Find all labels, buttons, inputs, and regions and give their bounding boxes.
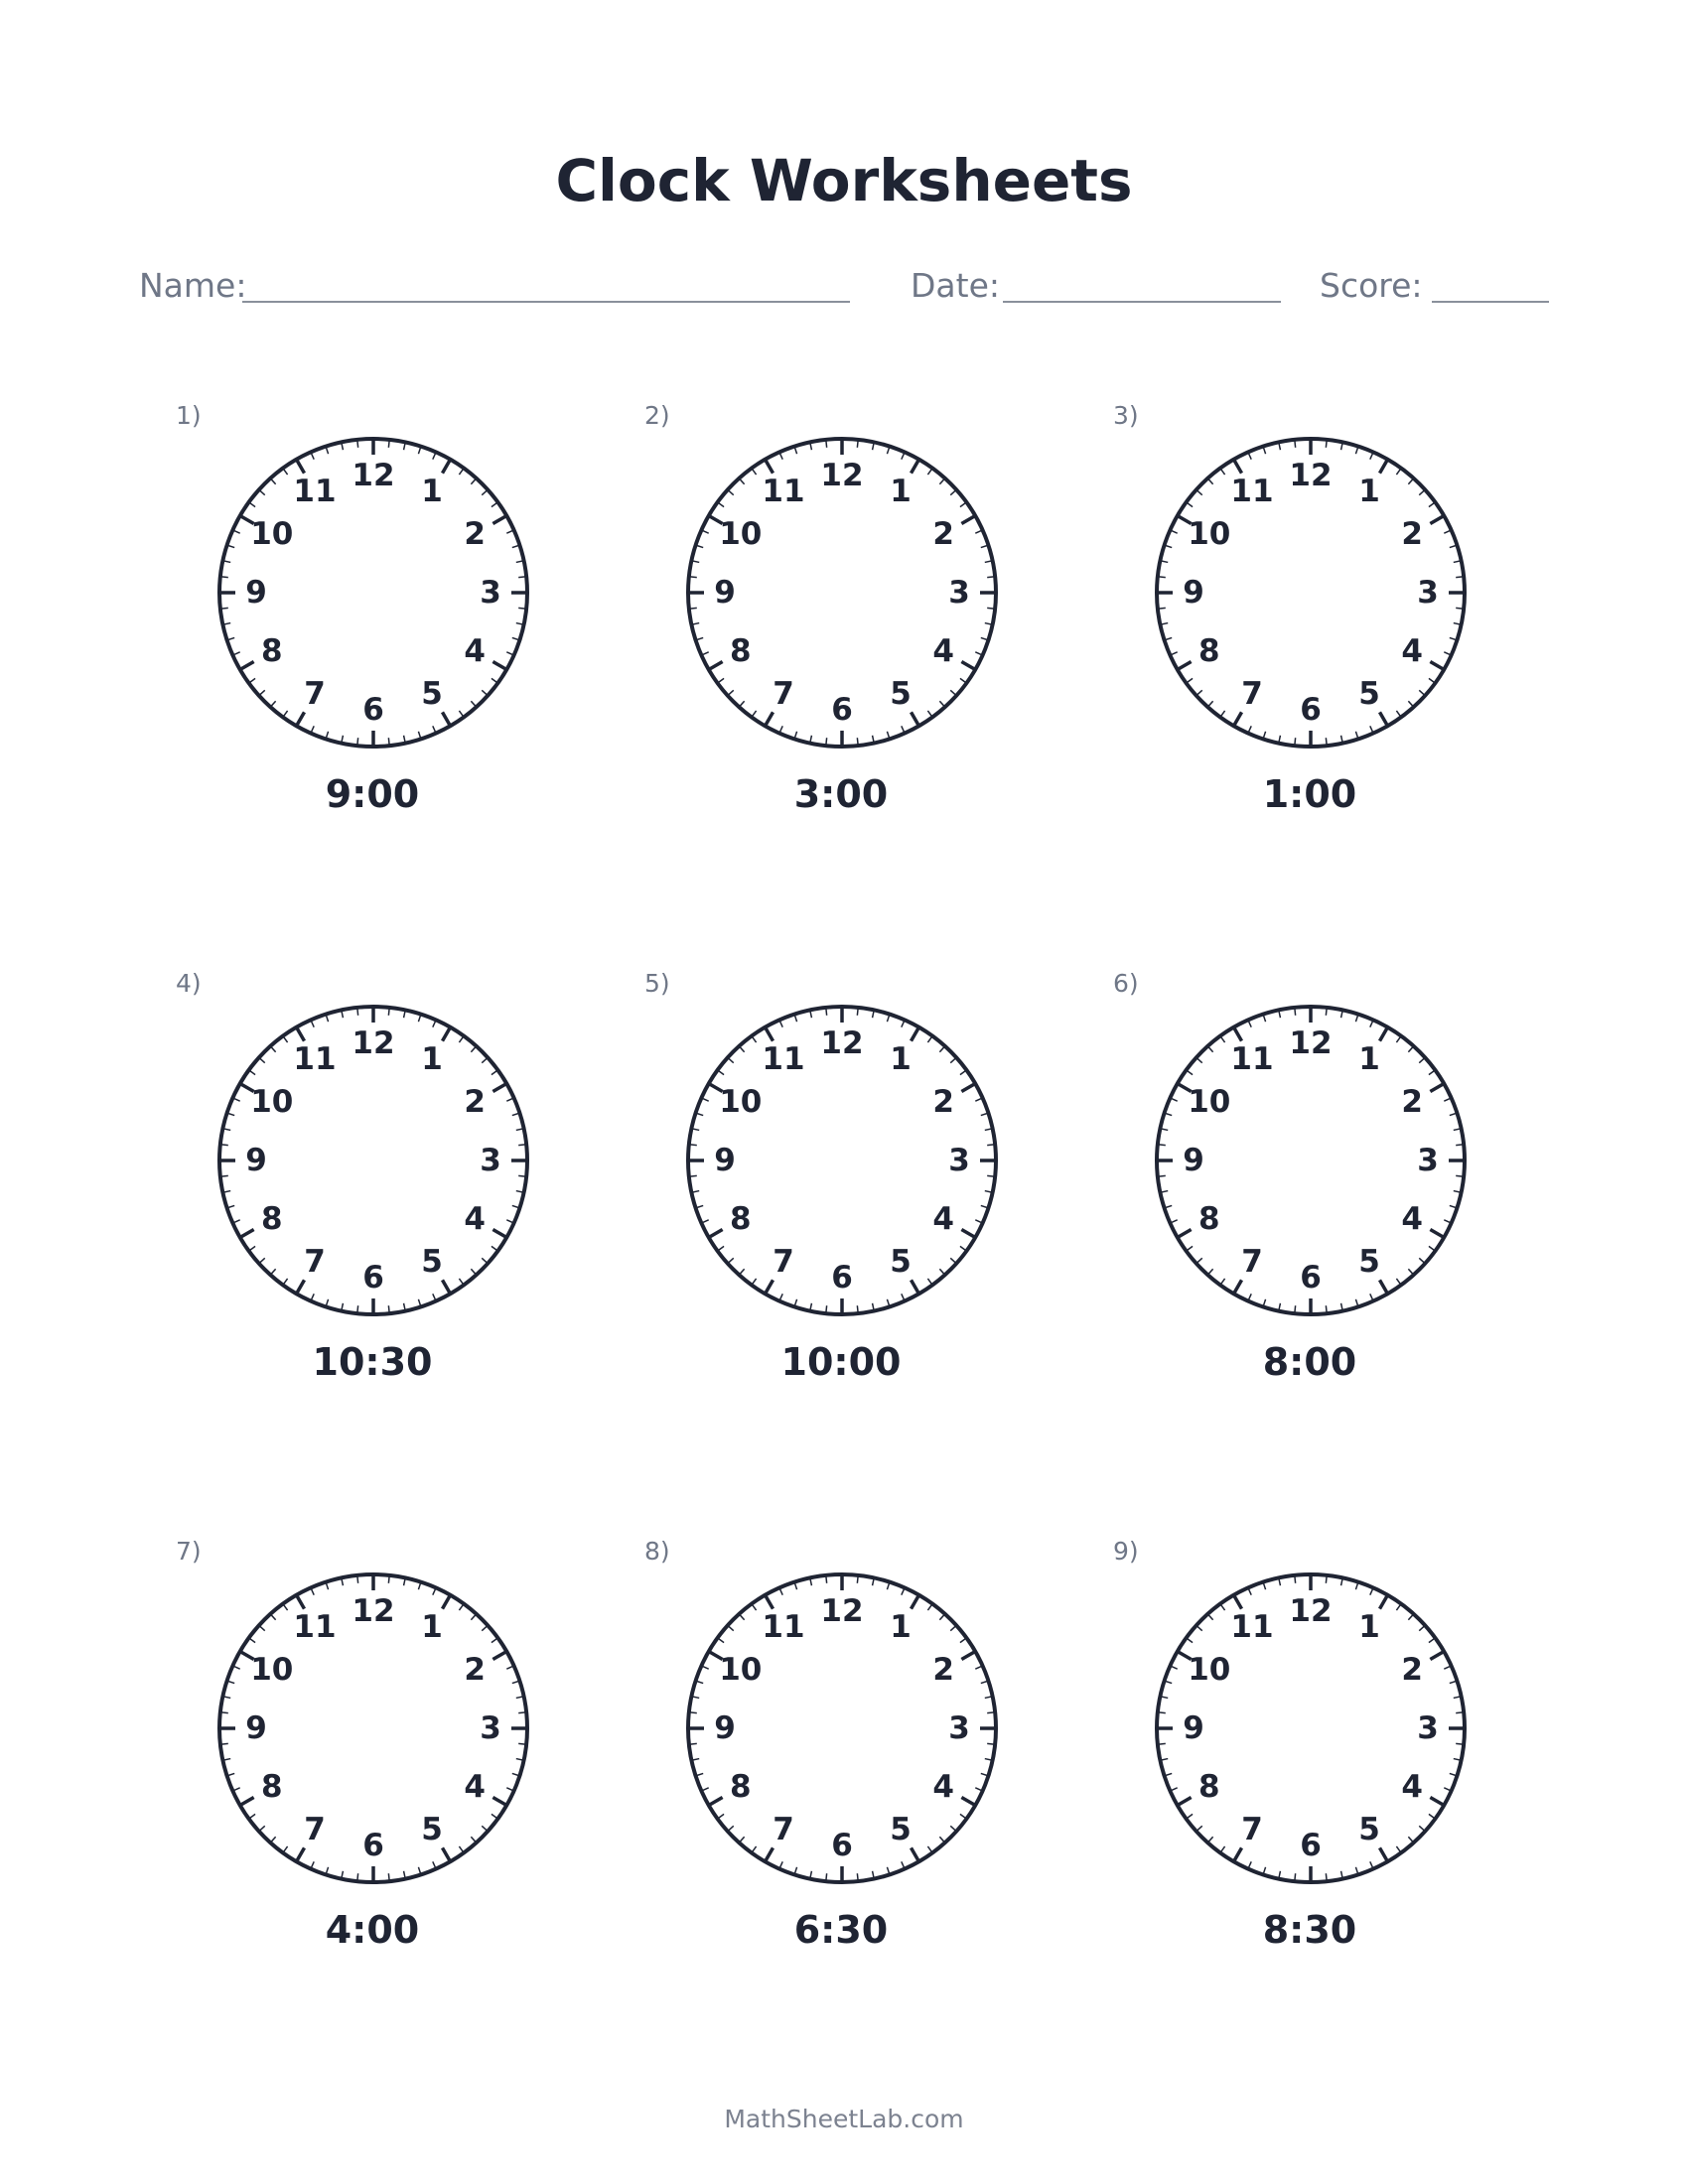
clock-number: 1	[890, 473, 912, 509]
minute-tick	[1326, 1008, 1327, 1016]
clock-number: 2	[1401, 1084, 1423, 1120]
minute-tick	[1295, 440, 1296, 448]
clock-number: 11	[293, 1040, 337, 1077]
clock-number: 2	[932, 516, 954, 552]
minute-tick	[1326, 1575, 1327, 1583]
minute-tick	[357, 1008, 358, 1016]
clock-number: 4	[932, 1201, 954, 1237]
clock-number: 3	[1417, 575, 1439, 611]
clock-number: 1	[890, 1608, 912, 1645]
minute-tick	[518, 1743, 526, 1744]
clock-number: 9	[714, 1710, 736, 1746]
minute-tick	[357, 1873, 358, 1881]
clock-number: 1	[1358, 1608, 1380, 1645]
minute-tick	[388, 738, 389, 746]
clock-face[interactable]	[214, 1570, 532, 1887]
clock-number: 6	[1300, 1828, 1322, 1863]
problem-number: 8)	[644, 1537, 670, 1566]
score-field[interactable]	[1432, 301, 1549, 303]
clock-number: 4	[1401, 1769, 1423, 1805]
clock-problem	[139, 1533, 606, 1979]
clock-number: 6	[831, 1260, 853, 1296]
clock-number: 3	[480, 575, 501, 611]
clock-number: 12	[1289, 458, 1333, 493]
minute-tick	[1456, 1145, 1464, 1146]
minute-tick	[826, 1008, 827, 1016]
clock-number: 2	[1401, 1652, 1423, 1688]
clock-number: 5	[1358, 676, 1380, 713]
minute-tick	[987, 1145, 995, 1146]
clock-number: 5	[421, 676, 443, 713]
clock-number: 3	[1417, 1143, 1439, 1178]
page-title: Clock Worksheets	[555, 147, 1133, 214]
clock-number: 6	[1300, 1260, 1322, 1296]
clock-number: 4	[464, 1201, 486, 1237]
clock-number: 11	[1230, 1040, 1274, 1077]
minute-tick	[1326, 440, 1327, 448]
clock-number: 10	[1188, 1652, 1231, 1688]
clock-number: 1	[1358, 1040, 1380, 1077]
clock-number: 7	[773, 1812, 794, 1848]
clock-number: 2	[464, 516, 486, 552]
clock-number: 11	[762, 473, 805, 509]
minute-tick	[689, 608, 697, 609]
clock-number: 7	[1241, 1812, 1263, 1848]
clock-problem	[1076, 965, 1543, 1412]
minute-tick	[388, 1575, 389, 1583]
clock-number: 6	[831, 1828, 853, 1863]
clock-number: 10	[250, 1084, 294, 1120]
minute-tick	[357, 1575, 358, 1583]
minute-tick	[857, 738, 858, 746]
clock-number: 11	[1230, 1608, 1274, 1645]
clock-number: 6	[362, 1260, 384, 1296]
clock-number: 11	[293, 473, 337, 509]
time-label: 1:00	[1262, 772, 1357, 816]
minute-tick	[357, 738, 358, 746]
clock-number: 9	[714, 575, 736, 611]
problem-number: 2)	[644, 401, 670, 430]
problem-number: 7)	[176, 1537, 202, 1566]
clock-number: 8	[730, 1769, 752, 1805]
clock-number: 12	[820, 458, 864, 493]
minute-tick	[1295, 1008, 1296, 1016]
minute-tick	[689, 1743, 697, 1744]
clock-number: 10	[250, 1652, 294, 1688]
time-label: 6:30	[793, 1908, 889, 1952]
minute-tick	[689, 1175, 697, 1176]
clock-face[interactable]	[214, 434, 532, 751]
minute-tick	[220, 577, 228, 578]
clock-number: 5	[890, 676, 912, 713]
clock-number: 5	[1358, 1812, 1380, 1848]
clock-number: 5	[890, 1812, 912, 1848]
minute-tick	[857, 1008, 858, 1016]
clock-number: 12	[820, 1593, 864, 1629]
clock-number: 3	[948, 575, 970, 611]
minute-tick	[1295, 1575, 1296, 1583]
clock-number: 6	[362, 692, 384, 728]
clock-number: 5	[1358, 1244, 1380, 1281]
clock-number: 2	[464, 1652, 486, 1688]
clock-number: 12	[820, 1025, 864, 1061]
minute-tick	[1295, 1873, 1296, 1881]
clock-problem	[1076, 1533, 1543, 1979]
clock-number: 11	[1230, 473, 1274, 509]
clock-problem	[608, 965, 1074, 1412]
clock-number: 3	[1417, 1710, 1439, 1746]
clock-number: 3	[480, 1143, 501, 1178]
clock-face[interactable]	[214, 1002, 532, 1319]
clock-number: 8	[1198, 1201, 1220, 1237]
clock-number: 7	[773, 676, 794, 713]
minute-tick	[1158, 577, 1166, 578]
minute-tick	[1158, 1743, 1166, 1744]
clock-number: 9	[1183, 575, 1204, 611]
clock-number: 9	[1183, 1710, 1204, 1746]
minute-tick	[518, 577, 526, 578]
minute-tick	[1295, 1305, 1296, 1313]
clock-number: 11	[293, 1608, 337, 1645]
clock-number: 12	[1289, 1025, 1333, 1061]
clock-number: 4	[932, 633, 954, 669]
minute-tick	[826, 1873, 827, 1881]
minute-tick	[357, 440, 358, 448]
clock-number: 7	[1241, 1244, 1263, 1281]
clock-number: 1	[421, 1608, 443, 1645]
clock-face[interactable]	[683, 1002, 1001, 1319]
clock-number: 8	[730, 633, 752, 669]
clock-number: 1	[421, 473, 443, 509]
clock-number: 4	[932, 1769, 954, 1805]
minute-tick	[1456, 1743, 1464, 1744]
clock-number: 10	[250, 516, 294, 552]
minute-tick	[826, 1305, 827, 1313]
problem-number: 1)	[176, 401, 202, 430]
clock-number: 2	[1401, 516, 1423, 552]
clock-number: 9	[245, 575, 267, 611]
clock-number: 10	[719, 1084, 763, 1120]
minute-tick	[357, 1305, 358, 1313]
clock-problem	[608, 397, 1074, 844]
minute-tick	[518, 1712, 526, 1713]
minute-tick	[857, 1575, 858, 1583]
clock-number: 2	[932, 1652, 954, 1688]
clock-number: 4	[1401, 1201, 1423, 1237]
clock-number: 10	[719, 516, 763, 552]
clock-problem	[139, 397, 606, 844]
problem-number: 6)	[1113, 969, 1139, 998]
clock-number: 6	[362, 1828, 384, 1863]
clock-number: 12	[1289, 1593, 1333, 1629]
minute-tick	[220, 1743, 228, 1744]
clock-number: 12	[352, 458, 395, 493]
clock-number: 7	[304, 1244, 326, 1281]
clock-number: 1	[421, 1040, 443, 1077]
date-field[interactable]	[1003, 301, 1281, 303]
clock-number: 11	[762, 1040, 805, 1077]
time-label: 9:00	[325, 772, 420, 816]
problem-number: 9)	[1113, 1537, 1139, 1566]
clock-number: 7	[304, 1812, 326, 1848]
minute-tick	[1456, 1175, 1464, 1176]
clock-number: 11	[762, 1608, 805, 1645]
minute-tick	[1158, 1175, 1166, 1176]
clock-number: 12	[352, 1025, 395, 1061]
minute-tick	[689, 577, 697, 578]
clock-number: 4	[1401, 633, 1423, 669]
clock-number: 2	[932, 1084, 954, 1120]
clock-number: 9	[714, 1143, 736, 1178]
clock-number: 7	[304, 676, 326, 713]
minute-tick	[987, 608, 995, 609]
clock-number: 2	[464, 1084, 486, 1120]
clock-number: 5	[890, 1244, 912, 1281]
clock-number: 7	[1241, 676, 1263, 713]
minute-tick	[1295, 738, 1296, 746]
minute-tick	[518, 1145, 526, 1146]
problem-number: 3)	[1113, 401, 1139, 430]
minute-tick	[987, 1743, 995, 1744]
minute-tick	[220, 608, 228, 609]
clock-problem	[1076, 397, 1543, 844]
minute-tick	[857, 440, 858, 448]
minute-tick	[220, 1712, 228, 1713]
minute-tick	[220, 1145, 228, 1146]
clock-number: 3	[948, 1143, 970, 1178]
student-info-row	[139, 264, 1551, 314]
clock-problem	[139, 965, 606, 1412]
clock-number: 4	[464, 633, 486, 669]
clock-number: 9	[245, 1143, 267, 1178]
minute-tick	[1158, 1712, 1166, 1713]
minute-tick	[388, 1873, 389, 1881]
minute-tick	[1158, 1145, 1166, 1146]
time-label: 8:00	[1262, 1340, 1357, 1384]
minute-tick	[857, 1873, 858, 1881]
score-label: Score:	[1320, 266, 1423, 305]
clock-number: 6	[1300, 692, 1322, 728]
minute-tick	[388, 1008, 389, 1016]
minute-tick	[826, 738, 827, 746]
minute-tick	[388, 440, 389, 448]
clock-number: 8	[730, 1201, 752, 1237]
minute-tick	[987, 1712, 995, 1713]
time-label: 3:00	[793, 772, 889, 816]
clock-number: 8	[261, 633, 283, 669]
minute-tick	[1456, 608, 1464, 609]
minute-tick	[1326, 1873, 1327, 1881]
clock-number: 3	[948, 1710, 970, 1746]
site-footer: MathSheetLab.com	[724, 2105, 964, 2133]
clock-number: 5	[421, 1244, 443, 1281]
clock-number: 10	[1188, 1084, 1231, 1120]
minute-tick	[987, 577, 995, 578]
clock-number: 1	[1358, 473, 1380, 509]
clock-number: 8	[1198, 633, 1220, 669]
clock-number: 9	[1183, 1143, 1204, 1178]
clock-number: 4	[464, 1769, 486, 1805]
minute-tick	[857, 1305, 858, 1313]
clock-number: 8	[261, 1201, 283, 1237]
clock-number: 9	[245, 1710, 267, 1746]
time-label: 8:30	[1262, 1908, 1357, 1952]
minute-tick	[1158, 608, 1166, 609]
clock-number: 5	[421, 1812, 443, 1848]
clock-number: 12	[352, 1593, 395, 1629]
minute-tick	[518, 608, 526, 609]
minute-tick	[1456, 577, 1464, 578]
minute-tick	[826, 1575, 827, 1583]
time-label: 10:00	[780, 1340, 902, 1384]
clock-face[interactable]	[1152, 1570, 1470, 1887]
minute-tick	[987, 1175, 995, 1176]
time-label: 4:00	[325, 1908, 420, 1952]
time-label: 10:30	[312, 1340, 433, 1384]
minute-tick	[388, 1305, 389, 1313]
date-label: Date:	[911, 266, 1000, 305]
name-label: Name:	[139, 266, 247, 305]
minute-tick	[689, 1712, 697, 1713]
clock-number: 6	[831, 692, 853, 728]
clock-face[interactable]	[1152, 434, 1470, 751]
clock-number: 7	[773, 1244, 794, 1281]
minute-tick	[1456, 1712, 1464, 1713]
clock-number: 8	[1198, 1769, 1220, 1805]
clock-face[interactable]	[1152, 1002, 1470, 1319]
clock-problem	[608, 1533, 1074, 1979]
clock-number: 10	[1188, 516, 1231, 552]
clock-number: 8	[261, 1769, 283, 1805]
minute-tick	[826, 440, 827, 448]
clock-number: 1	[890, 1040, 912, 1077]
problem-number: 4)	[176, 969, 202, 998]
clock-face[interactable]	[683, 1570, 1001, 1887]
minute-tick	[689, 1145, 697, 1146]
minute-tick	[518, 1175, 526, 1176]
problem-number: 5)	[644, 969, 670, 998]
clock-number: 3	[480, 1710, 501, 1746]
minute-tick	[220, 1175, 228, 1176]
name-field[interactable]	[242, 301, 850, 303]
minute-tick	[1326, 1305, 1327, 1313]
clock-face[interactable]	[683, 434, 1001, 751]
clock-number: 10	[719, 1652, 763, 1688]
minute-tick	[1326, 738, 1327, 746]
